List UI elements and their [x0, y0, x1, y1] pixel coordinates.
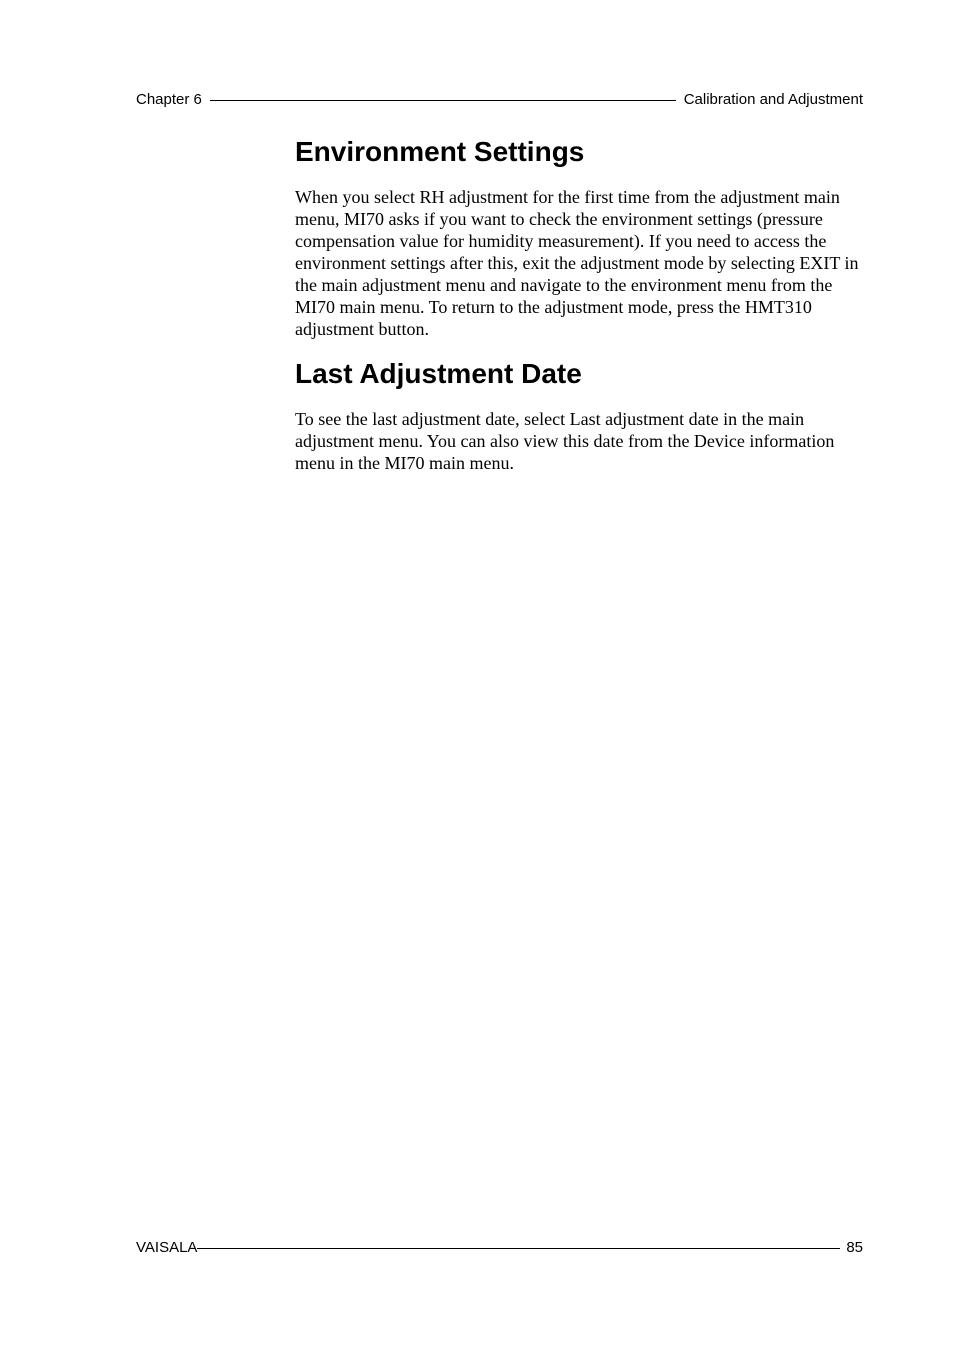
footer-rule [197, 1248, 840, 1249]
header-rule [210, 100, 676, 101]
paragraph-last-adjustment-date: To see the last adjustment date, select Last adjustment date in the main adjustment menu. You can also view this date from the Device information menu in the MI70 main menu. [295, 409, 835, 473]
heading-environment-settings: Environment Settings [295, 136, 585, 167]
section-label: Calibration and Adjustment [683, 91, 863, 108]
paragraph-environment-settings: When you select RH adjustment for the first time from the adjustment main menu, MI70 asks if you want to check the environment settings (pressure compensation value for humidity measurement). If you need to access the environment settings after this, exit the adjustment mode by selecting EXIT in the main adjustment menu and navigate to the environment menu from the MI70 main menu. To return to the adjustment mode, press the HMT310 adjustment button. [295, 187, 859, 339]
page-number: 85 [846, 1239, 863, 1256]
page-content [295, 132, 860, 488]
page-footer [136, 1238, 863, 1258]
heading-last-adjustment-date: Last Adjustment Date [295, 358, 582, 389]
company-name: VAISALA [136, 1239, 198, 1256]
chapter-label: Chapter 6 [136, 91, 202, 108]
running-header [136, 90, 863, 110]
